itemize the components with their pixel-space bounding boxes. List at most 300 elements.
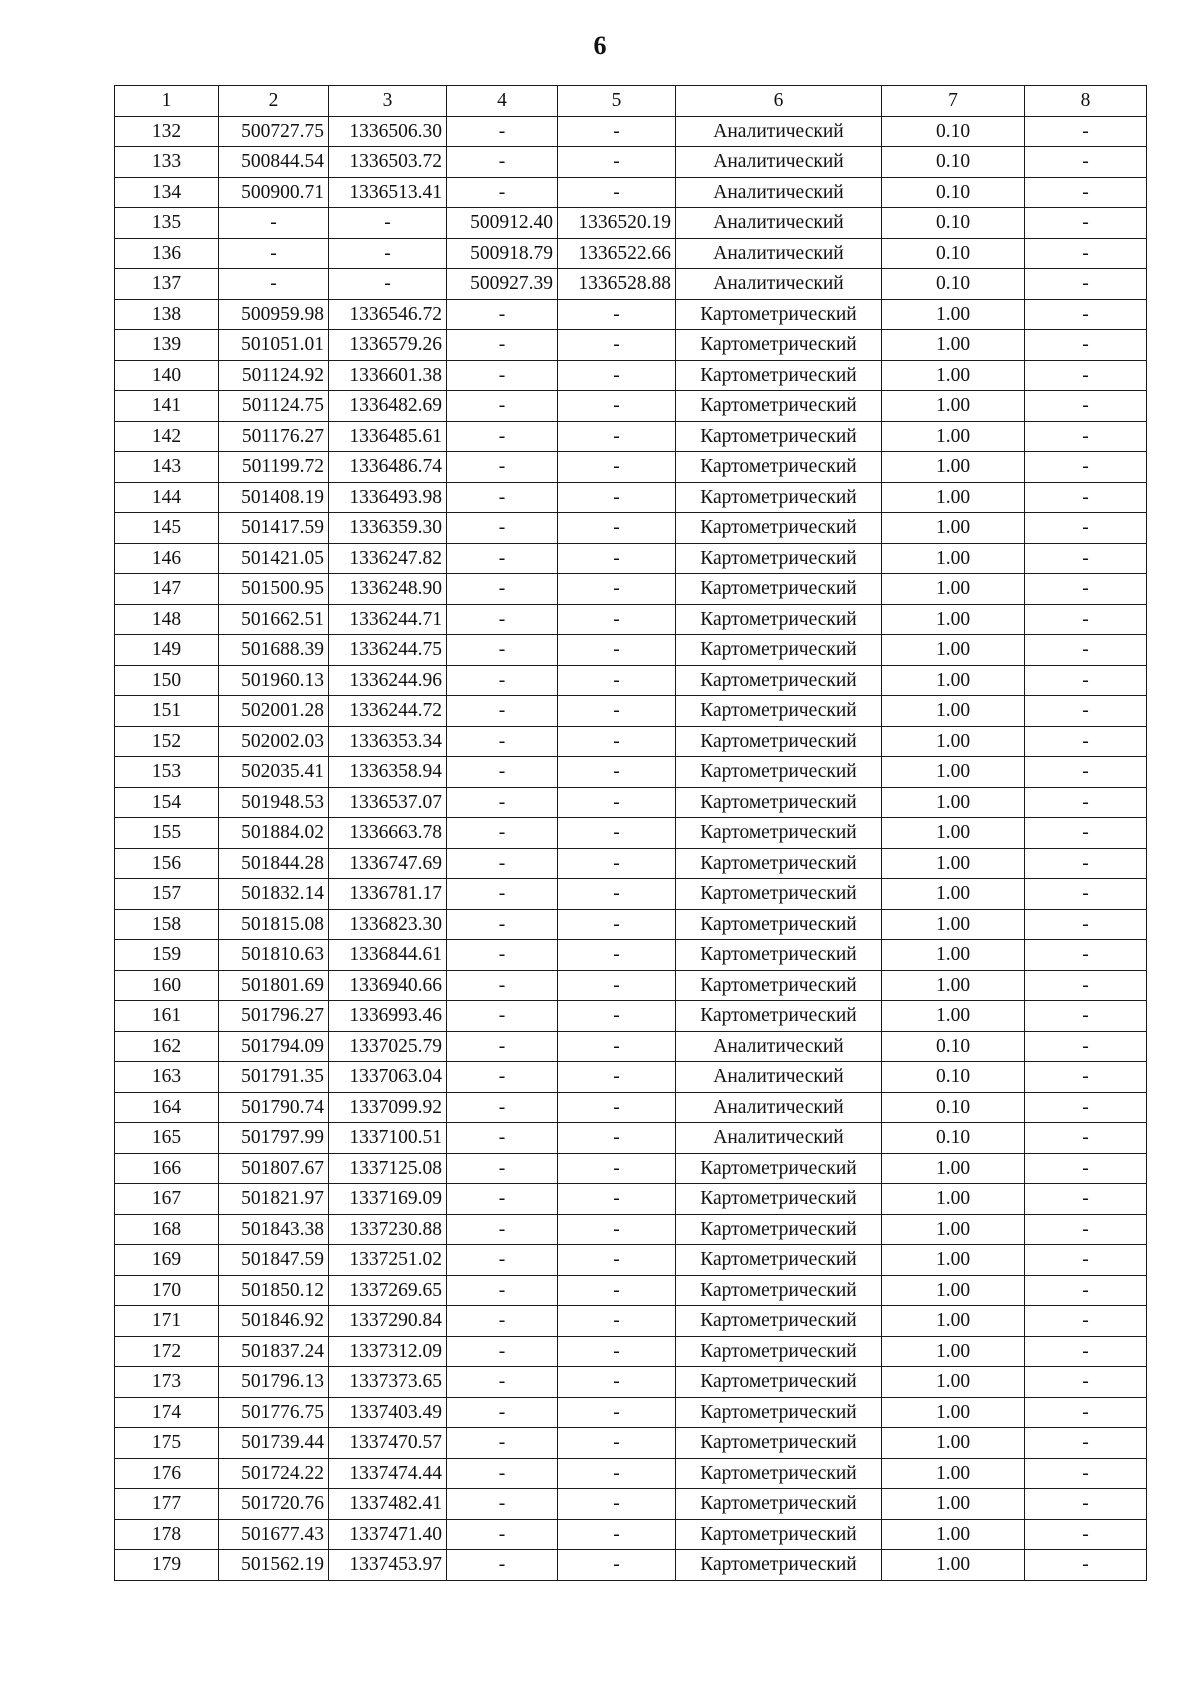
table-cell-col-2: 501724.22 [219,1458,329,1489]
table-cell-col-4: - [447,604,558,635]
table-cell-col-3: 1337471.40 [329,1519,447,1550]
table-cell-col-8: - [1025,391,1147,422]
table-cell-col-6: Картометрический [676,1489,882,1520]
table-cell-col-2: 501124.75 [219,391,329,422]
table-cell-col-7: 1.00 [882,696,1025,727]
table-cell-col-5: - [558,1397,676,1428]
table-cell-col-8: - [1025,1367,1147,1398]
table-cell-col-1: 161 [115,1001,219,1032]
table-cell-col-2: 501124.92 [219,360,329,391]
table-cell-col-6: Картометрический [676,1306,882,1337]
table-cell-col-7: 1.00 [882,513,1025,544]
table-cell-col-4: - [447,1428,558,1459]
table-row [115,696,1147,727]
table-cell-col-2: 501884.02 [219,818,329,849]
table-cell-col-3: 1337230.88 [329,1214,447,1245]
table-cell-col-5: - [558,330,676,361]
column-header: 6 [676,86,882,117]
table-cell-col-8: - [1025,543,1147,574]
table-cell-col-1: 167 [115,1184,219,1215]
table-cell-col-4: - [447,543,558,574]
table-cell-col-6: Аналитический [676,177,882,208]
table-cell-col-6: Аналитический [676,269,882,300]
table-cell-col-1: 146 [115,543,219,574]
table-cell-col-4: - [447,665,558,696]
table-cell-col-2: 501796.27 [219,1001,329,1032]
table-cell-col-1: 162 [115,1031,219,1062]
table-cell-col-4: - [447,1367,558,1398]
table-cell-col-2: 501844.28 [219,848,329,879]
table-cell-col-4: - [447,1214,558,1245]
table-cell-col-6: Аналитический [676,147,882,178]
table-cell-col-1: 139 [115,330,219,361]
table-cell-col-3: 1336359.30 [329,513,447,544]
table-cell-col-1: 171 [115,1306,219,1337]
table-cell-col-1: 176 [115,1458,219,1489]
table-cell-col-4: 500912.40 [447,208,558,239]
table-cell-col-8: - [1025,452,1147,483]
table-cell-col-1: 154 [115,787,219,818]
table-cell-col-2: 500900.71 [219,177,329,208]
table-row [115,299,1147,330]
table-cell-col-2: 501421.05 [219,543,329,574]
table-cell-col-4: - [447,1092,558,1123]
table-cell-col-7: 1.00 [882,635,1025,666]
table-cell-col-5: - [558,421,676,452]
table-cell-col-1: 138 [115,299,219,330]
table-cell-col-3: 1337100.51 [329,1123,447,1154]
table-cell-col-6: Картометрический [676,635,882,666]
table-cell-col-7: 1.00 [882,787,1025,818]
column-header: 4 [447,86,558,117]
table-cell-col-3: - [329,238,447,269]
table-cell-col-2: - [219,269,329,300]
table-cell-col-4: - [447,1245,558,1276]
table-cell-col-8: - [1025,574,1147,605]
table-cell-col-7: 1.00 [882,452,1025,483]
table-row [115,269,1147,300]
table-cell-col-1: 170 [115,1275,219,1306]
table-cell-col-5: - [558,940,676,971]
table-cell-col-7: 1.00 [882,1214,1025,1245]
table-cell-col-6: Картометрический [676,1428,882,1459]
table-cell-col-7: 1.00 [882,879,1025,910]
table-cell-col-6: Картометрический [676,696,882,727]
column-header: 3 [329,86,447,117]
table-cell-col-3: 1336747.69 [329,848,447,879]
table-cell-col-1: 140 [115,360,219,391]
table-cell-col-8: - [1025,1306,1147,1337]
table-cell-col-6: Картометрический [676,421,882,452]
table-cell-col-2: 501794.09 [219,1031,329,1062]
table-cell-col-7: 1.00 [882,970,1025,1001]
table-cell-col-4: - [447,116,558,147]
table-cell-col-8: - [1025,1275,1147,1306]
table-cell-col-4: - [447,299,558,330]
table-cell-col-3: 1337125.08 [329,1153,447,1184]
table-cell-col-5: - [558,452,676,483]
table-cell-col-1: 132 [115,116,219,147]
table-cell-col-4: - [447,909,558,940]
table-cell-col-8: - [1025,360,1147,391]
table-cell-col-8: - [1025,1062,1147,1093]
table-cell-col-2: 501847.59 [219,1245,329,1276]
table-cell-col-2: 501846.92 [219,1306,329,1337]
table-cell-col-4: - [447,1489,558,1520]
table-cell-col-3: 1336486.74 [329,452,447,483]
table-cell-col-3: 1336244.75 [329,635,447,666]
table-cell-col-5: - [558,513,676,544]
table-cell-col-6: Картометрический [676,360,882,391]
table-row [115,787,1147,818]
table-cell-col-3: 1337269.65 [329,1275,447,1306]
table-cell-col-3: 1336781.17 [329,879,447,910]
table-cell-col-2: 501417.59 [219,513,329,544]
table-cell-col-2: 501051.01 [219,330,329,361]
table-cell-col-8: - [1025,513,1147,544]
table-cell-col-6: Картометрический [676,574,882,605]
table-cell-col-2: 501500.95 [219,574,329,605]
table-cell-col-5: - [558,147,676,178]
table-cell-col-6: Картометрический [676,1458,882,1489]
table-cell-col-7: 0.10 [882,208,1025,239]
table-cell-col-8: - [1025,238,1147,269]
table-cell-col-3: 1336844.61 [329,940,447,971]
column-header: 1 [115,86,219,117]
table-cell-col-1: 159 [115,940,219,971]
table-cell-col-1: 151 [115,696,219,727]
table-cell-col-7: 0.10 [882,147,1025,178]
table-cell-col-4: - [447,574,558,605]
table-cell-col-2: 501837.24 [219,1336,329,1367]
table-header-row [115,86,1147,117]
table-cell-col-7: 0.10 [882,1062,1025,1093]
table-cell-col-1: 134 [115,177,219,208]
table-cell-col-8: - [1025,1031,1147,1062]
table-row [115,513,1147,544]
table-cell-col-7: 0.10 [882,1123,1025,1154]
table-cell-col-4: - [447,848,558,879]
table-cell-col-4: - [447,1336,558,1367]
table-cell-col-3: 1336546.72 [329,299,447,330]
table-cell-col-6: Картометрический [676,1245,882,1276]
table-cell-col-8: - [1025,940,1147,971]
table-cell-col-6: Картометрический [676,665,882,696]
table-cell-col-5: - [558,726,676,757]
table-cell-col-1: 152 [115,726,219,757]
table-cell-col-4: - [447,818,558,849]
table-cell-col-1: 150 [115,665,219,696]
table-row [115,421,1147,452]
table-cell-col-5: 1336522.66 [558,238,676,269]
table-cell-col-4: - [447,787,558,818]
table-cell-col-4: - [447,1458,558,1489]
table-cell-col-1: 166 [115,1153,219,1184]
table-cell-col-4: - [447,1031,558,1062]
table-cell-col-4: - [447,391,558,422]
table-cell-col-5: - [558,635,676,666]
table-cell-col-7: 0.10 [882,1092,1025,1123]
table-cell-col-2: 501850.12 [219,1275,329,1306]
table-cell-col-8: - [1025,1123,1147,1154]
table-cell-col-5: - [558,1306,676,1337]
table-cell-col-1: 135 [115,208,219,239]
table-cell-col-6: Картометрический [676,818,882,849]
table-cell-col-5: - [558,604,676,635]
table-row [115,818,1147,849]
table-row [115,147,1147,178]
table-row [115,1489,1147,1520]
table-cell-col-8: - [1025,604,1147,635]
table-cell-col-7: 1.00 [882,757,1025,788]
table-cell-col-5: - [558,1336,676,1367]
table-cell-col-2: - [219,238,329,269]
table-cell-col-1: 160 [115,970,219,1001]
table-cell-col-8: - [1025,116,1147,147]
table-row [115,970,1147,1001]
table-cell-col-2: 500959.98 [219,299,329,330]
table-cell-col-2: 501821.97 [219,1184,329,1215]
table-cell-col-1: 136 [115,238,219,269]
table-cell-col-2: 501801.69 [219,970,329,1001]
table-cell-col-3: 1336244.71 [329,604,447,635]
table-row [115,330,1147,361]
table-cell-col-5: - [558,543,676,574]
table-cell-col-1: 165 [115,1123,219,1154]
table-cell-col-3: - [329,269,447,300]
table-cell-col-3: 1337453.97 [329,1550,447,1581]
table-cell-col-6: Картометрический [676,787,882,818]
table-cell-col-6: Картометрический [676,970,882,1001]
table-row [115,1428,1147,1459]
table-cell-col-3: 1336493.98 [329,482,447,513]
table-cell-col-8: - [1025,909,1147,940]
table-cell-col-6: Картометрический [676,482,882,513]
table-cell-col-4: - [447,1275,558,1306]
table-cell-col-3: 1337251.02 [329,1245,447,1276]
column-header: 8 [1025,86,1147,117]
table-cell-col-8: - [1025,1214,1147,1245]
table-cell-col-7: 1.00 [882,1001,1025,1032]
table-cell-col-1: 148 [115,604,219,635]
table-cell-col-4: - [447,421,558,452]
table-cell-col-7: 1.00 [882,909,1025,940]
table-cell-col-2: 501810.63 [219,940,329,971]
table-cell-col-3: 1336663.78 [329,818,447,849]
table-row [115,452,1147,483]
table-cell-col-5: - [558,1123,676,1154]
table-cell-col-3: 1336482.69 [329,391,447,422]
column-header: 7 [882,86,1025,117]
table-cell-col-6: Картометрический [676,1214,882,1245]
table-row [115,1001,1147,1032]
table-cell-col-5: - [558,1184,676,1215]
table-cell-col-6: Картометрический [676,757,882,788]
table-cell-col-4: - [447,635,558,666]
table-cell-col-8: - [1025,1245,1147,1276]
table-cell-col-8: - [1025,635,1147,666]
table-cell-col-7: 1.00 [882,1367,1025,1398]
table-cell-col-2: 500727.75 [219,116,329,147]
table-cell-col-3: 1337099.92 [329,1092,447,1123]
table-row [115,208,1147,239]
table-row [115,1550,1147,1581]
table-cell-col-1: 141 [115,391,219,422]
table-cell-col-6: Картометрический [676,391,882,422]
table-cell-col-5: - [558,909,676,940]
table-cell-col-3: 1337169.09 [329,1184,447,1215]
table-cell-col-8: - [1025,421,1147,452]
table-cell-col-6: Картометрический [676,1550,882,1581]
table-cell-col-4: - [447,1184,558,1215]
table-row [115,1092,1147,1123]
table-cell-col-1: 168 [115,1214,219,1245]
table-cell-col-3: 1336601.38 [329,360,447,391]
table-cell-col-6: Аналитический [676,1062,882,1093]
table-cell-col-4: - [447,1001,558,1032]
table-cell-col-2: 500844.54 [219,147,329,178]
table-cell-col-7: 1.00 [882,940,1025,971]
table-cell-col-5: - [558,848,676,879]
table-cell-col-8: - [1025,1336,1147,1367]
table-cell-col-3: 1336940.66 [329,970,447,1001]
table-cell-col-1: 173 [115,1367,219,1398]
table-cell-col-5: 1336520.19 [558,208,676,239]
table-cell-col-2: 501408.19 [219,482,329,513]
table-cell-col-6: Картометрический [676,1275,882,1306]
table-cell-col-4: - [447,696,558,727]
table-cell-col-4: - [447,177,558,208]
table-cell-col-1: 157 [115,879,219,910]
table-cell-col-5: - [558,1031,676,1062]
table-row [115,482,1147,513]
table-row [115,1153,1147,1184]
table-row [115,757,1147,788]
table-cell-col-7: 0.10 [882,116,1025,147]
table-cell-col-1: 149 [115,635,219,666]
table-cell-col-8: - [1025,970,1147,1001]
table-row [115,238,1147,269]
table-cell-col-7: 0.10 [882,177,1025,208]
table-cell-col-2: 502002.03 [219,726,329,757]
table-row [115,1397,1147,1428]
table-cell-col-5: - [558,1367,676,1398]
table-cell-col-8: - [1025,757,1147,788]
table-cell-col-6: Картометрический [676,1153,882,1184]
table-cell-col-7: 1.00 [882,1153,1025,1184]
table-cell-col-4: - [447,1519,558,1550]
table-cell-col-3: 1336244.72 [329,696,447,727]
table-cell-col-7: 1.00 [882,1275,1025,1306]
table-cell-col-2: 501176.27 [219,421,329,452]
table-cell-col-6: Картометрический [676,330,882,361]
table-cell-col-6: Картометрический [676,1397,882,1428]
table-cell-col-4: - [447,452,558,483]
table-row [115,635,1147,666]
table-row [115,604,1147,635]
table-row [115,177,1147,208]
table-row [115,1275,1147,1306]
table-cell-col-5: - [558,1550,676,1581]
table-cell-col-8: - [1025,696,1147,727]
table-cell-col-1: 145 [115,513,219,544]
table-cell-col-5: - [558,879,676,910]
table-cell-col-2: 501720.76 [219,1489,329,1520]
table-row [115,1123,1147,1154]
table-cell-col-8: - [1025,1458,1147,1489]
table-cell-col-7: 1.00 [882,330,1025,361]
table-cell-col-8: - [1025,330,1147,361]
table-cell-col-3: 1337482.41 [329,1489,447,1520]
table-cell-col-7: 0.10 [882,269,1025,300]
table-cell-col-5: - [558,1092,676,1123]
table-cell-col-2: - [219,208,329,239]
table-cell-col-7: 1.00 [882,1550,1025,1581]
table-cell-col-3: 1336537.07 [329,787,447,818]
table-cell-col-5: - [558,177,676,208]
table-cell-col-5: - [558,1428,676,1459]
table-cell-col-4: - [447,330,558,361]
table-row [115,116,1147,147]
table-cell-col-8: - [1025,726,1147,757]
table-cell-col-2: 501562.19 [219,1550,329,1581]
table-cell-col-2: 501832.14 [219,879,329,910]
table-cell-col-5: - [558,665,676,696]
table-cell-col-8: - [1025,1092,1147,1123]
table-row [115,848,1147,879]
table-cell-col-1: 147 [115,574,219,605]
table-cell-col-8: - [1025,1153,1147,1184]
table-cell-col-2: 502035.41 [219,757,329,788]
table-cell-col-2: 501791.35 [219,1062,329,1093]
table-cell-col-1: 144 [115,482,219,513]
table-cell-col-3: - [329,208,447,239]
table-cell-col-3: 1336513.41 [329,177,447,208]
table-cell-col-4: 500927.39 [447,269,558,300]
table-cell-col-6: Аналитический [676,116,882,147]
table-cell-col-7: 1.00 [882,1306,1025,1337]
table-cell-col-3: 1337312.09 [329,1336,447,1367]
table-cell-col-7: 1.00 [882,482,1025,513]
table-cell-col-7: 1.00 [882,1519,1025,1550]
table-cell-col-5: - [558,1214,676,1245]
table-cell-col-7: 1.00 [882,1397,1025,1428]
table-row [115,543,1147,574]
table-cell-col-5: - [558,757,676,788]
table-cell-col-1: 155 [115,818,219,849]
table-cell-col-4: - [447,879,558,910]
table-cell-col-3: 1336485.61 [329,421,447,452]
column-header: 2 [219,86,329,117]
table-cell-col-4: - [447,1397,558,1428]
table-cell-col-3: 1336244.96 [329,665,447,696]
table-cell-col-4: 500918.79 [447,238,558,269]
table-cell-col-3: 1337290.84 [329,1306,447,1337]
table-cell-col-1: 158 [115,909,219,940]
table-cell-col-8: - [1025,1184,1147,1215]
table-cell-col-3: 1336506.30 [329,116,447,147]
table-cell-col-7: 1.00 [882,848,1025,879]
table-cell-col-3: 1337474.44 [329,1458,447,1489]
table-cell-col-5: - [558,970,676,1001]
table-cell-col-6: Картометрический [676,726,882,757]
table-cell-col-8: - [1025,879,1147,910]
table-cell-col-1: 164 [115,1092,219,1123]
table-cell-col-4: - [447,1123,558,1154]
table-row [115,1306,1147,1337]
table-cell-col-3: 1336353.34 [329,726,447,757]
table-cell-col-5: - [558,299,676,330]
